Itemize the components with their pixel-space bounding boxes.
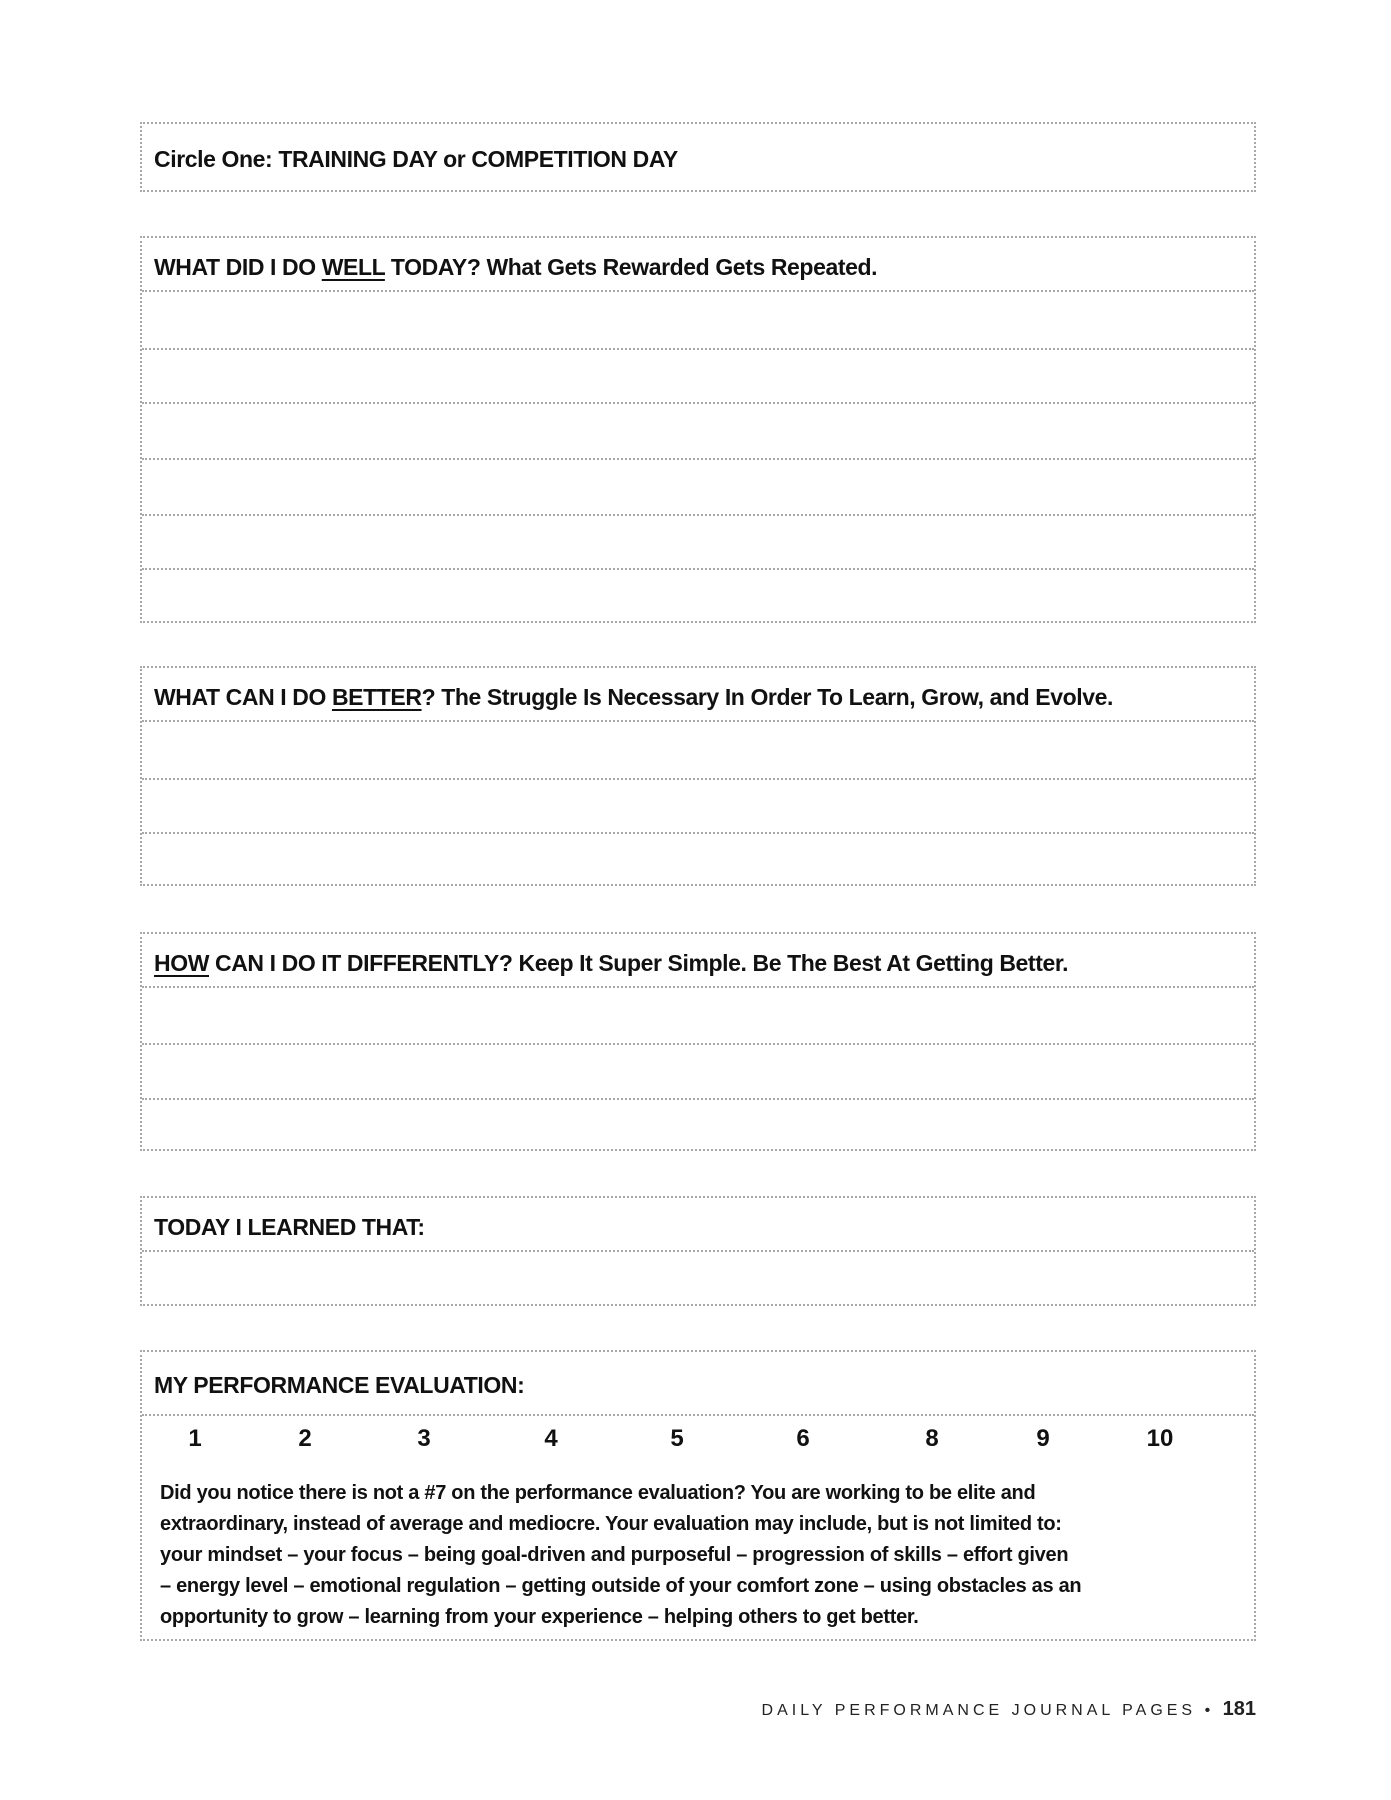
- did-well-heading: WHAT DID I DO WELL TODAY? What Gets Rewarded Gets Repeated.: [154, 254, 878, 280]
- training-day-option[interactable]: TRAINING DAY: [278, 146, 438, 172]
- rating-10[interactable]: 10: [1146, 1425, 1174, 1452]
- day-type-prompt: [154, 146, 678, 173]
- page-number: 181: [1222, 1698, 1256, 1720]
- did-well-section: [140, 236, 1256, 623]
- circle-one-label: Circle One:: [154, 146, 273, 172]
- do-differently-heading: HOW CAN I DO IT DIFFERENTLY? Keep It Super Simple. Be The Best At Getting Better.: [154, 950, 1069, 976]
- writing-line[interactable]: [142, 458, 1254, 460]
- rating-1[interactable]: 1: [188, 1425, 202, 1452]
- writing-line[interactable]: [142, 832, 1254, 834]
- writing-line[interactable]: [142, 1250, 1254, 1252]
- learned-heading: TODAY I LEARNED THAT:: [154, 1214, 425, 1240]
- do-better-heading: WHAT CAN I DO BETTER? The Struggle Is Necessary In Order To Learn, Grow, and Evolve.: [154, 684, 1113, 710]
- page-footer: [762, 1698, 1256, 1721]
- writing-line[interactable]: [142, 778, 1254, 780]
- note-line: opportunity to grow – learning from your experience – helping others to get better.: [160, 1606, 919, 1628]
- note-line: – energy level – emotional regulation – getting outside of your comfort zone – using obstacles as an: [160, 1575, 1082, 1597]
- writing-line[interactable]: [142, 1098, 1254, 1100]
- writing-line[interactable]: [142, 402, 1254, 404]
- rating-5[interactable]: 5: [670, 1425, 684, 1452]
- do-better-section: [140, 666, 1256, 886]
- writing-line[interactable]: [142, 568, 1254, 570]
- writing-line[interactable]: [142, 290, 1254, 292]
- footer-label: DAILY PERFORMANCE JOURNAL PAGES: [761, 1702, 1197, 1719]
- note-line: your mindset – your focus – being goal-driven and purposeful – progression of skills – effort given: [160, 1544, 1069, 1566]
- rating-8[interactable]: 8: [925, 1425, 939, 1452]
- evaluation-heading: MY PERFORMANCE EVALUATION:: [154, 1372, 525, 1398]
- evaluation-note: [160, 1478, 1240, 1633]
- writing-line[interactable]: [142, 1043, 1254, 1045]
- rating-4[interactable]: 4: [544, 1425, 558, 1452]
- writing-line[interactable]: [142, 720, 1254, 722]
- note-line: extraordinary, instead of average and mediocre. Your evaluation may include, but is not limited to:: [160, 1513, 1062, 1535]
- writing-line[interactable]: [142, 986, 1254, 988]
- learned-section: [140, 1196, 1256, 1306]
- rating-9[interactable]: 9: [1036, 1425, 1050, 1452]
- footer-bullet: •: [1204, 1702, 1215, 1719]
- rating-3[interactable]: 3: [417, 1425, 431, 1452]
- rating-6[interactable]: 6: [796, 1425, 810, 1452]
- or-text: or: [443, 146, 466, 172]
- do-differently-section: [140, 932, 1256, 1151]
- writing-line[interactable]: [142, 348, 1254, 350]
- day-type-box: [140, 122, 1256, 192]
- note-line: Did you notice there is not a #7 on the performance evaluation? You are working to be elite and: [160, 1482, 1036, 1504]
- competition-day-option[interactable]: COMPETITION DAY: [471, 146, 678, 172]
- rating-2[interactable]: 2: [298, 1425, 312, 1452]
- divider: [142, 1414, 1254, 1416]
- writing-line[interactable]: [142, 514, 1254, 516]
